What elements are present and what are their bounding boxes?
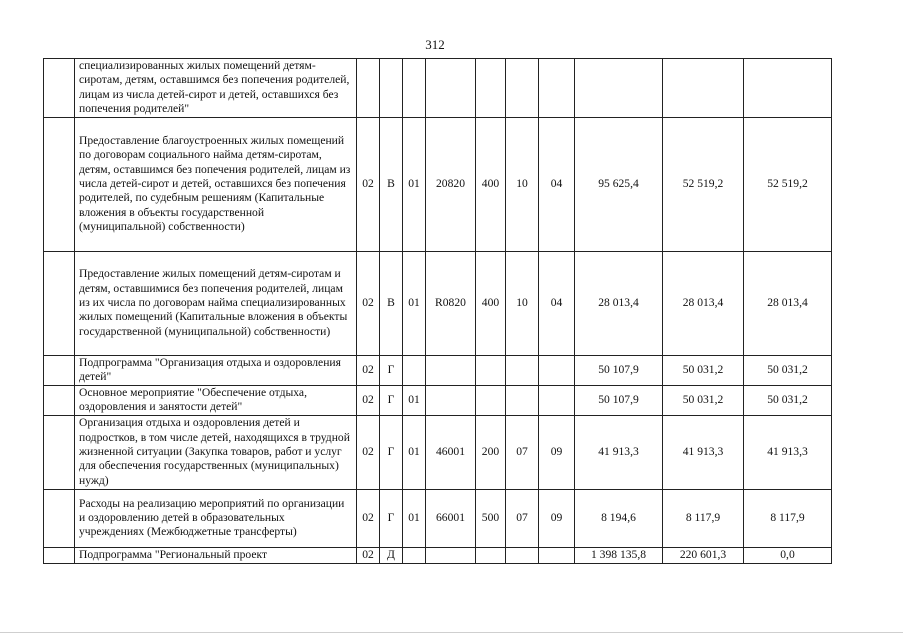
description-cell: Расходы на реализацию мероприятий по организации и оздоровлению детей в образовательных учреждениях (Межбюджетные трансферты): [75, 489, 357, 547]
expense-type-cell: [476, 385, 506, 415]
subsection-cell: [539, 547, 575, 563]
om-code-cell: [403, 355, 426, 385]
expense-type-cell: 400: [476, 117, 506, 251]
table-row: [44, 489, 832, 547]
amount-year2-cell: 220 601,3: [663, 547, 744, 563]
row-number-cell: [44, 355, 75, 385]
gp-code-cell: [357, 59, 380, 118]
section-cell: [506, 547, 539, 563]
row-number-cell: [44, 385, 75, 415]
row-number-cell: [44, 117, 75, 251]
row-number-cell: [44, 415, 75, 489]
section-cell: 07: [506, 415, 539, 489]
gp-code-cell: 02: [357, 355, 380, 385]
table-row: [44, 251, 832, 355]
budget-table: [43, 58, 832, 564]
om-code-cell: 01: [403, 117, 426, 251]
table-row: [44, 355, 832, 385]
table-row: [44, 385, 832, 415]
amount-year1-cell: 95 625,4: [575, 117, 663, 251]
gp-code-cell: 02: [357, 251, 380, 355]
amount-year1-cell: 28 013,4: [575, 251, 663, 355]
direction-code-cell: [426, 547, 476, 563]
subsection-cell: [539, 385, 575, 415]
expense-type-cell: [476, 59, 506, 118]
row-number-cell: [44, 59, 75, 118]
om-code-cell: [403, 547, 426, 563]
amount-year2-cell: 52 519,2: [663, 117, 744, 251]
amount-year3-cell: 8 117,9: [744, 489, 832, 547]
direction-code-cell: [426, 59, 476, 118]
amount-year3-cell: 28 013,4: [744, 251, 832, 355]
expense-type-cell: 200: [476, 415, 506, 489]
description-cell: Предоставление жилых помещений детям-сиротам и детям, оставшимися без попечения родителей, лицам из их числа по договорам найма специализированных жилых помещений (Капитальные вложения в объекты государственной (муниципальной) собственности): [75, 251, 357, 355]
expense-type-cell: 400: [476, 251, 506, 355]
direction-code-cell: 20820: [426, 117, 476, 251]
subsection-cell: [539, 355, 575, 385]
description-cell: Основное мероприятие "Обеспечение отдыха, оздоровления и занятости детей": [75, 385, 357, 415]
amount-year2-cell: 50 031,2: [663, 385, 744, 415]
section-cell: 10: [506, 251, 539, 355]
gp-code-cell: 02: [357, 415, 380, 489]
amount-year1-cell: 50 107,9: [575, 385, 663, 415]
amount-year3-cell: 50 031,2: [744, 355, 832, 385]
row-number-cell: [44, 251, 75, 355]
row-number-cell: [44, 547, 75, 563]
amount-year2-cell: 28 013,4: [663, 251, 744, 355]
expense-type-cell: 500: [476, 489, 506, 547]
table-row: [44, 547, 832, 563]
section-cell: [506, 59, 539, 118]
pp-code-cell: Г: [380, 385, 403, 415]
amount-year3-cell: 50 031,2: [744, 385, 832, 415]
pp-code-cell: Г: [380, 415, 403, 489]
section-cell: [506, 355, 539, 385]
om-code-cell: 01: [403, 489, 426, 547]
pp-code-cell: В: [380, 251, 403, 355]
expense-type-cell: [476, 355, 506, 385]
direction-code-cell: [426, 385, 476, 415]
page-number: 312: [425, 37, 445, 52]
amount-year2-cell: 50 031,2: [663, 355, 744, 385]
amount-year1-cell: [575, 59, 663, 118]
gp-code-cell: 02: [357, 547, 380, 563]
subsection-cell: 09: [539, 415, 575, 489]
expense-type-cell: [476, 547, 506, 563]
table-row: [44, 117, 832, 251]
subsection-cell: [539, 59, 575, 118]
direction-code-cell: R0820: [426, 251, 476, 355]
direction-code-cell: [426, 355, 476, 385]
pp-code-cell: Г: [380, 355, 403, 385]
description-cell: Предоставление благоустроенных жилых помещений по договорам социального найма детям-сиротам, детям, оставшимся без попечения родителей, лицам из числа детей-сирот и детей, оставшихся без попечения родителей, по судебным решениям (Капитальные вложения в объекты государственной (муниципальной) собственности): [75, 117, 357, 251]
gp-code-cell: 02: [357, 385, 380, 415]
amount-year1-cell: 50 107,9: [575, 355, 663, 385]
amount-year2-cell: 41 913,3: [663, 415, 744, 489]
direction-code-cell: 46001: [426, 415, 476, 489]
om-code-cell: 01: [403, 415, 426, 489]
amount-year1-cell: 1 398 135,8: [575, 547, 663, 563]
amount-year1-cell: 41 913,3: [575, 415, 663, 489]
subsection-cell: 04: [539, 117, 575, 251]
gp-code-cell: 02: [357, 117, 380, 251]
section-cell: 07: [506, 489, 539, 547]
amount-year3-cell: 41 913,3: [744, 415, 832, 489]
section-cell: [506, 385, 539, 415]
amount-year3-cell: [744, 59, 832, 118]
amount-year3-cell: 52 519,2: [744, 117, 832, 251]
page-edge-line: [0, 632, 903, 633]
pp-code-cell: В: [380, 117, 403, 251]
subsection-cell: 04: [539, 251, 575, 355]
pp-code-cell: Д: [380, 547, 403, 563]
description-cell: Подпрограмма "Организация отдыха и оздоровления детей": [75, 355, 357, 385]
pp-code-cell: Г: [380, 489, 403, 547]
om-code-cell: 01: [403, 385, 426, 415]
description-cell: Подпрограмма "Региональный проект: [75, 547, 357, 563]
direction-code-cell: 66001: [426, 489, 476, 547]
pp-code-cell: [380, 59, 403, 118]
om-code-cell: 01: [403, 251, 426, 355]
subsection-cell: 09: [539, 489, 575, 547]
om-code-cell: [403, 59, 426, 118]
description-cell: специализированных жилых помещений детям-сиротам, детям, оставшимся без попечения родителей, лицам из числа детей-сирот и детей, оставшихся без попечения родителей": [75, 59, 357, 118]
amount-year2-cell: 8 117,9: [663, 489, 744, 547]
amount-year1-cell: 8 194,6: [575, 489, 663, 547]
amount-year2-cell: [663, 59, 744, 118]
amount-year3-cell: 0,0: [744, 547, 832, 563]
description-cell: Организация отдыха и оздоровления детей и подростков, в том числе детей, находящихся в трудной жизненной ситуации (Закупка товаров, работ и услуг для обеспечения государственных (муниципальных) нужд): [75, 415, 357, 489]
row-number-cell: [44, 489, 75, 547]
table-row: [44, 415, 832, 489]
table-row: [44, 59, 832, 118]
gp-code-cell: 02: [357, 489, 380, 547]
section-cell: 10: [506, 117, 539, 251]
